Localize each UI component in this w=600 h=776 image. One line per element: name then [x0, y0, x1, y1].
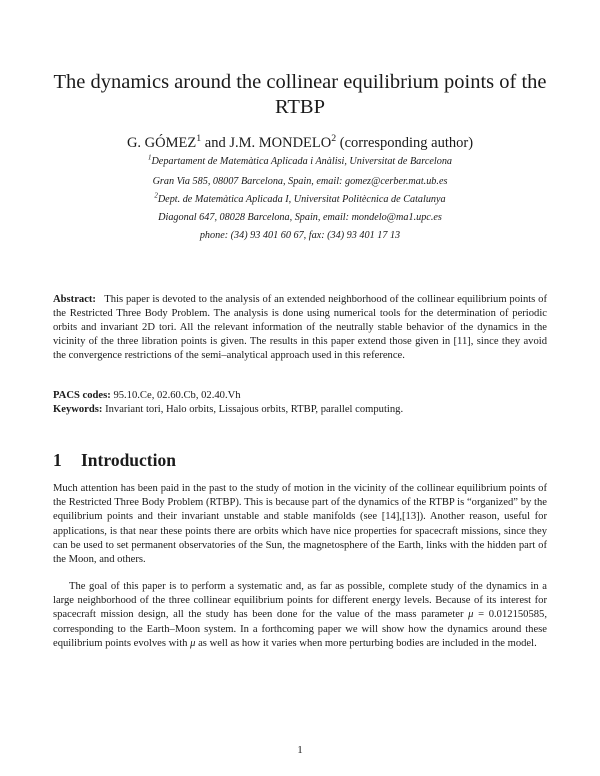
contact-phone-fax: phone: (34) 93 401 60 67, fax: (34) 93 401 17 13 [199, 230, 401, 241]
affiliation-2-dept: Dept. de Matemàtica Aplicada I, Universitat Politècnica de Catalunya [157, 194, 446, 205]
abstract [53, 293, 547, 363]
paper-title: The dynamics around the collinear equilibrium points of the RTBP [53, 71, 547, 118]
intro-paragraph-1: Much attention has been paid in the past to the study of motion in the vicinity of the collinear equilibrium points of the Restricted Three Body Problem (RTBP). This is because part of the dynamics of the RTBP is “organized” by the equilibrium points and their invariant unstable and stable manifolds (see [14],[13]). Another reason, useful for applications, is that near these points there are orbits which have nice properties for spacecraft missions, since they can be used to set permanent observatories of the Sun, the magnetosphere of the Earth, links with the hidden part of the Moon, and others. [53, 483, 547, 566]
pacs-label: PACS codes: [53, 390, 111, 401]
affiliation-1-marker: 1 [147, 154, 152, 162]
author-line [40, 134, 560, 152]
intro-paragraph-2-part-2: = 0.012150585, corresponding to the Earth–Moon system. In a forthcoming paper we will show how the dynamics around these equilibrium points evolves with [53, 609, 548, 649]
affiliation-2-marker: 2 [154, 192, 158, 200]
intro-paragraph-2 [53, 580, 547, 651]
author-1-marker: 1 [196, 133, 202, 145]
section-title: Introduction [81, 450, 176, 470]
page-number: 1 [297, 744, 303, 756]
affiliation-1-address: Gran Via 585, 08007 Barcelona, Spain, email: gomez@cerber.mat.ub.es [152, 176, 448, 187]
author-note: (corresponding author) [336, 135, 474, 151]
author-conjunction: and [201, 135, 230, 151]
abstract-text: This paper is devoted to the analysis of an extended neighborhood of the collinear equilibrium points of the Restricted Three Body Problem. The analysis is done using numerical tools for the determination of periodic orbits and invariant 2D tori. All the relevant information of the neutrally stable behavior of the dynamics in the vicinity of the three libration points is given. The results in this paper extend those given in [11], since they avoid the convergence restrictions of the semi–analytical approach used in this reference. [53, 294, 547, 361]
affiliation-1 [40, 155, 560, 169]
intro-paragraph-2-part-1: The goal of this paper is to perform a systematic and, as far as possible, complete study of the dynamics in a large neighborhood of the three collinear equilibrium points for different energy levels. Because of its interest for spacecraft mission design, all the study has been done for the value of the mass parameter [53, 581, 547, 621]
section-heading [53, 450, 176, 471]
keywords [53, 403, 547, 417]
keywords-label: Keywords: [53, 404, 103, 415]
affiliation-1-dept: Departament de Matemàtica Aplicada i Anàlisi, Universitat de Barcelona [151, 156, 453, 167]
mu-symbol-2: μ [190, 637, 196, 649]
affiliation-2-address: Diagonal 647, 08028 Barcelona, Spain, email: mondelo@ma1.upc.es [158, 212, 442, 223]
author-2-marker: 2 [331, 133, 337, 145]
mu-symbol: μ [468, 609, 474, 621]
author-1: G. GÓMEZ [126, 135, 197, 151]
abstract-label: Abstract: [53, 294, 96, 305]
pacs-values: 95.10.Ce, 02.60.Cb, 02.40.Vh [113, 390, 241, 401]
pacs-codes [53, 389, 547, 403]
intro-paragraph-2-part-3: as well as how it varies when more perturbing bodies are included in the model. [195, 637, 537, 649]
affiliation-2 [40, 193, 560, 207]
section-number: 1 [53, 450, 62, 470]
author-2: J.M. MONDELO [229, 135, 332, 151]
keywords-values: Invariant tori, Halo orbits, Lissajous orbits, RTBP, parallel computing. [105, 404, 404, 415]
